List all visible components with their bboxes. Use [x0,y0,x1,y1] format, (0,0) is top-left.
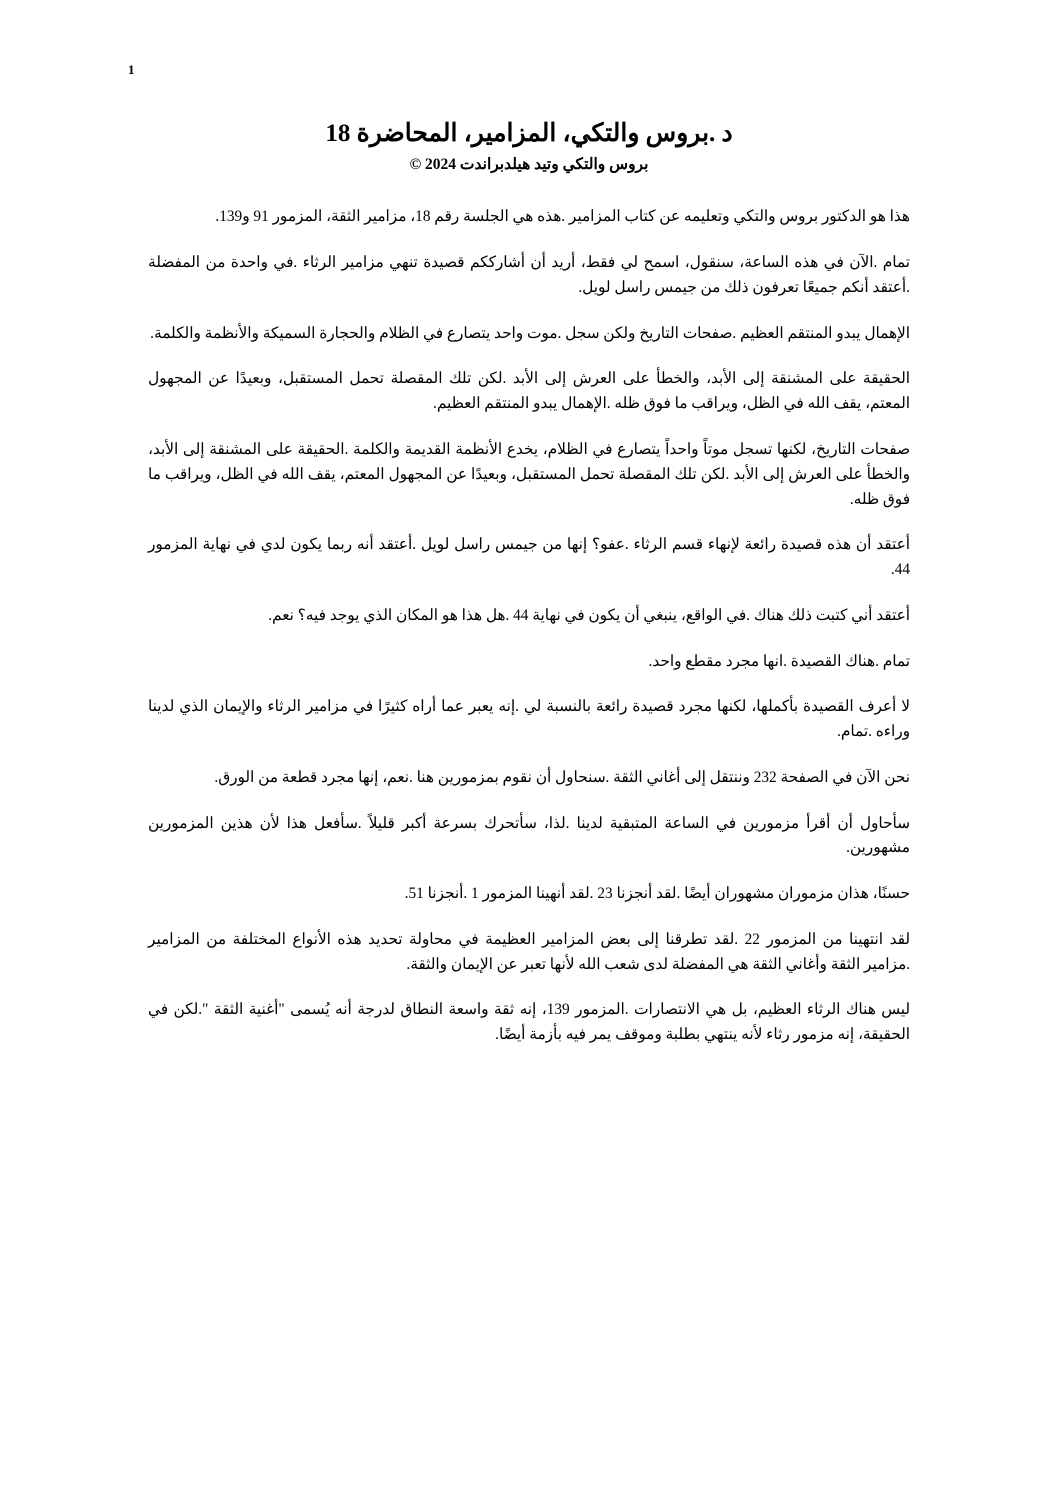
paragraph: هذا هو الدكتور بروس والتكي وتعليمه عن كتاب المزامير .هذه هي الجلسة رقم 18، مزامير الثقة، المزمور 91 و139. [215,208,910,226]
paragraph: الحقيقة على المشنقة إلى الأبد، والخطأ على العرش إلى الأبد .لكن تلك المقصلة تحمل المستقبل، وبعيدًا عن المجهول المعتم، يقف الله في الظل، ويراقب ما فوق ظله .الإهمال يبدو المنتقم العظيم. [148,370,910,413]
paragraph: أعتقد أني كتبت ذلك هناك .في الواقع، ينبغي أن يكون في نهاية 44 .هل هذا هو المكان الذي يوجد فيه؟ نعم. [268,606,910,624]
paragraph: لقد انتهينا من المزمور 22 .لقد تطرقنا إلى بعض المزامير العظيمة في محاولة تحديد هذه الأنواع المختلفة من المزامير .مزامير الثقة وأغاني الثقة هي المفضلة لدى شعب الله لأنها تعبر عن الإيمان والثقة. [148,930,911,973]
paragraph: حسنًا، هذان مزموران مشهوران أيضًا .لقد أنجزنا 23 .لقد أنهينا المزمور 1 .أنجزنا 51. [404,885,910,903]
paragraph: الإهمال يبدو المنتقم العظيم .صفحات التاريخ ولكن سجل .موت واحد يتصارع في الظلام والحجارة السميكة والأنظمة والكلمة. [150,324,910,342]
paragraph: أعتقد أن هذه قصيدة رائعة لإنهاء قسم الرثاء .عفو؟ إنها من جيمس راسل لويل .أعتقد أنه ربما يكون لدي في نهاية المزمور 44. [148,536,910,579]
paragraph: تمام .هناك القصيدة .انها مجرد مقطع واحد. [648,652,910,670]
document-content [148,118,910,1048]
paragraph: تمام .الآن في هذه الساعة، سنقول، اسمح لي فقط، أريد أن أشارككم قصيدة تنهي مزامير الرثاء .في واحدة من المفضلة .أعتقد أنكم جميعًا تعرفون ذلك من جيمس راسل لويل. [148,254,910,296]
paragraph: سأحاول أن أقرأ مزمورين في الساعة المتبقية لدينا .لذا، سأتحرك بسرعة أكبر قليلاً .سأفعل هذا لأن هذين المزمورين مشهورين. [148,814,910,857]
paragraph: صفحات التاريخ، لكنها تسجل موتاً واحداً يتصارع في الظلام، يخدع الأنظمة القديمة والكلمة .الحقيقة على المشنقة إلى الأبد، والخطأ على العرش إلى الأبد .لكن تلك المقصلة تحمل المستقبل، وبعيدًا عن المجهول المعتم، يقف الله في الظل، ويراقب ما فوق ظله. [148,440,910,508]
document-subtitle: بروس والتكي وتيد هيلدبراندت 2024 © [409,156,649,174]
paragraph: ليس هناك الرثاء العظيم، بل هي الانتصارات .المزمور 139، إنه ثقة واسعة النطاق لدرجة أنه يُسمى "أغنية الثقة ".لكن في الحقيقة، إنه مزمور رثاء لأنه ينتهي بطلبة وموقف يمر فيه بأزمة أيضًا. [148,1001,910,1044]
paragraph: نحن الآن في الصفحة 232 وننتقل إلى أغاني الثقة .سنحاول أن نقوم بمزمورين هنا .نعم، إنها مجرد قطعة من الورق. [214,768,910,786]
paragraph: لا أعرف القصيدة بأكملها، لكنها مجرد قصيدة رائعة بالنسبة لي .إنه يعبر عما أراه كثيرًا في مزامير الرثاء والإيمان الذي لدينا وراءه .تمام. [148,698,910,741]
page-number: 1 [128,62,135,77]
document-title: د .بروس والتكي، المزامير، المحاضرة 18 [325,120,733,147]
